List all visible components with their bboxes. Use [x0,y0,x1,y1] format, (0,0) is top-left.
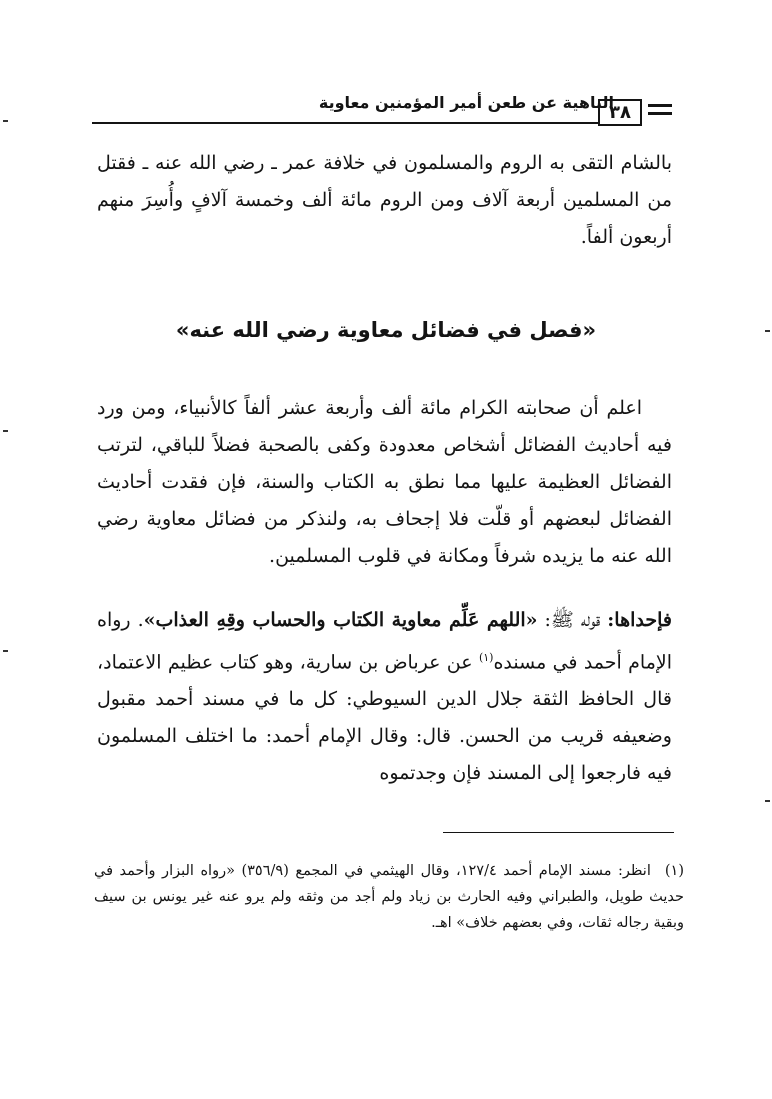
margin-mark [3,650,8,652]
footnote-rule [443,832,674,833]
page-number: ٣٨ [598,99,642,126]
paragraph-2: اعلم أن صحابته الكرام مائة ألف وأربعة عشر ألفاً كالأنبياء، ومن ورد فيه أحاديث الفضائل أشخاص معدودة وكفى بالصحبة فضلاً للباقي، لترتب الفضائل العظيمة عليها مما نطق به الكتاب والسنة، فإن فقدت أحاديث الفضائل لبعضهم أو قلّت فلا إجحاف به، ولنذكر من فضائل معاوية رضي الله عنه ما يزيده شرفاً ومكانة في قلوب المسلمين. [97,397,672,567]
margin-mark [765,330,770,332]
paragraph-3-lead: فإحداها: [607,609,672,631]
paragraph-1: بالشام التقى به الروم والمسلمون في خلافة عمر ـ رضي الله عنه ـ فقتل من المسلمين أربعة آلاف ومن الروم مائة ألف وخمسة آلافٍ وأُسِرَ منهم أربعون ألفاً. [97,152,672,248]
hadith-quote: «اللهم عَلِّم معاوية الكتاب والحساب وقِهِ العذاب» [143,609,538,631]
footnote-ref: (١) [478,651,494,664]
margin-mark [3,430,8,432]
footnote-text: انظر: مسند الإمام أحمد ١٢٧/٤، وقال الهيثمي في المجمع (٣٥٦/٩) «رواه البزار وأحمد في حديث طويل، والطبراني وفيه الحارث بن زياد ولم أجد من وثقه ولم يرو عنه غير يونس بن سيف وبقية رجاله ثقات، وفي بعضهم خلاف» اهـ. [94,863,684,931]
margin-mark [3,120,8,122]
paragraph-3-mid: قوله ﷺ: [537,609,608,631]
footnote [94,858,684,936]
margin-mark [765,800,770,802]
header-rule [92,122,598,124]
paragraph-3 [97,602,672,792]
header-ornament-bars [648,104,672,116]
paragraph-3-b: عن عرباض بن سارية، وهو كتاب عظيم الاعتماد، قال الحافظ الثقة جلال الدين السيوطي: كل ما في مسند أحمد مقبول وضعيفه قريب من الحسن. قال: وقال الإمام أحمد: ما اختلف المسلمون فيه فارجعوا إلى المسند فإن وجدتموه [97,651,672,785]
footnote-number: (١) [664,863,685,879]
paragraph-3-a: . رواه الإمام أحمد في مسنده [97,609,672,674]
section-heading: «فصل في فضائل معاوية رضي الله عنه» [175,318,597,342]
header-title: الناهية عن طعن أمير المؤمنين معاوية [318,93,614,112]
